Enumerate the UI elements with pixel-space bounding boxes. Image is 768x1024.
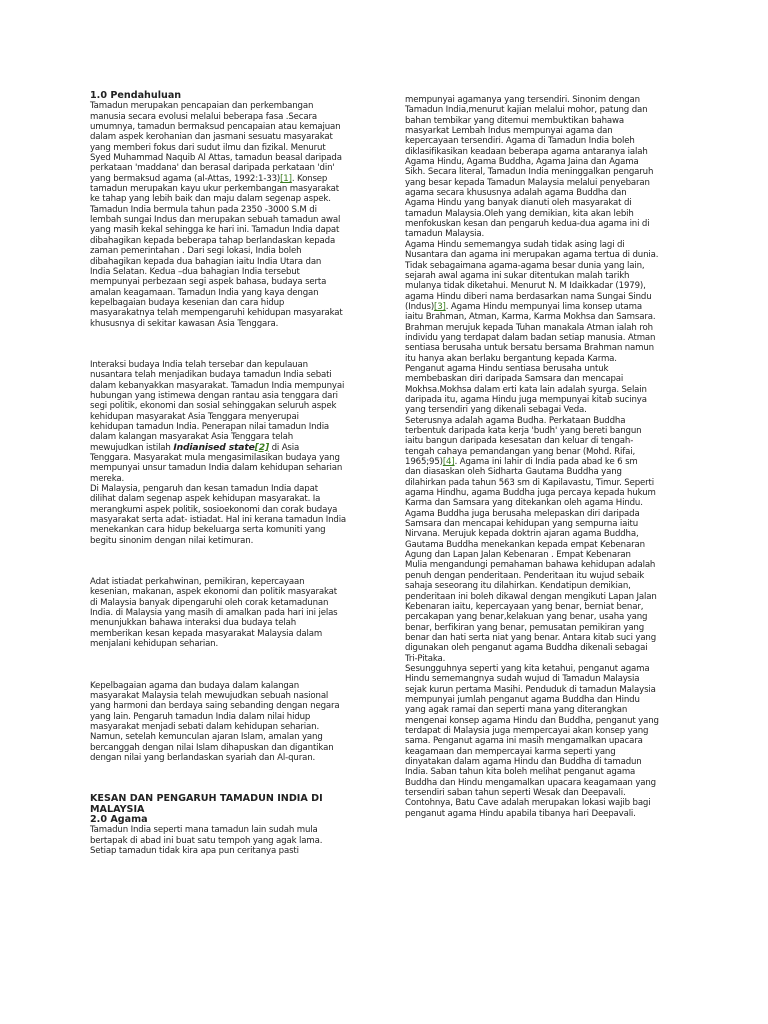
text-line: amalan keagamaan. Tamadun India yang kaya dengan [90,287,319,298]
text-line: yang masih kekal sehingga ke hari ini. Tamadun India dapat [90,225,340,236]
text-segment: yang bermaksud agama (al-Attas, 1992:1-33) [90,173,281,184]
text-line: Syed Muhammad Naquib Al Attas, tamadun beasal daripada [90,153,342,164]
text-line: kepelbagaian budaya kesenian dan cara hidup [90,297,285,308]
text-line: Penganut agama Hindu sentiasa berusaha untuk [405,363,609,374]
text-line: di Malaysia banyak dipengaruhi oleh corak ketamadunan [90,597,329,608]
text-line: kehidupan masyarakat Asia Tenggara menyerupai [90,411,299,422]
text-line: zaman pemerintahan . Dari segi lokasi, India boleh [90,246,302,257]
text-line: mengenai konsep agama Hindu dan Buddha, penganut yang [405,715,659,726]
text-line: Agama Hindu sememangya sudah tidak asing lagi di [405,239,625,250]
paragraph-gap [90,650,375,681]
text-line: umumnya, tamadun bermaksud pencapaian atau kemajuan [90,122,341,133]
text-line: terdapat di Malaysia juga mempercayai akan konsep yang [405,725,649,736]
text-segment: mewujudkan istilah [90,442,174,453]
text-line [90,443,375,453]
footnote-link-2[interactable]: [2] [254,441,269,453]
text-line: Karma dan Samsara yang ditekankan oleh agama Hindu. [405,498,643,509]
text-line: Nirvana. Merujuk kepada doktrin ajaran agama Buddha, [405,529,639,540]
text-line: Agama Buddha juga berusaha melepaskan diri daripada [405,508,640,519]
text-line: itu hanya akan berlaku bergantung kepada Karma. [405,353,617,364]
paragraph-gap [90,546,375,577]
text-line: Interaksi budaya India telah tersebar dan kepulauan [90,359,308,370]
text-line: individu yang terdapat dalam badan setiap manusia. Atman [405,332,656,343]
text-line: Samsara dan mencapai kehidupan yang sempurna iaitu [405,519,639,530]
text-segment: . Konsep [291,173,328,184]
paragraph-adat [90,577,375,649]
text-line: masyarakatnya telah mempengaruhi kehidupan masyarakat [90,308,343,319]
text-line: Setiap tamadun tidak kira apa pun ceritanya pasti [90,845,299,856]
text-line: memberikan kesan kepada masyarakat Malaysia dalam [90,628,323,639]
text-line: yang memberi fokus dari sudut ilmu dan fizikal. Menurut [90,142,326,153]
text-line: terbentuk daripada kata kerja 'budh' yang bereti bangun [405,426,642,436]
text-line: percakapan yang benar,kelakuan yang benar, usaha yang [405,612,648,623]
text-line: dengan nilai yang berlandaskan syariah dan Al-quran. [90,752,316,763]
text-line: tamadun merupakan kayu ukur perkembangan masyarakat [90,184,339,195]
text-line: bercanggah dengan nilai Islam dihapuskan dan digantikan [90,742,334,753]
paragraph-agama-intro [90,825,375,856]
text-line: mulanya tidak diketahui. Menurut N. M Idaikkadar (1979), [405,281,646,292]
text-line: keagamaan dan mempercayai karma seperti yang [405,746,616,757]
text-line: merangkumi aspek politik, sosioekonomi dan corak budaya [90,504,338,515]
text-line: sejak kurun pertama Masihi. Penduduk di tamadun Malaysia [405,684,656,695]
text-line: agama Hindhu, agama Buddha juga percaya kepada hukum [405,488,656,499]
paragraph-intro [90,101,375,329]
left-column [90,91,375,856]
text-line: bertapak di abad ini buat satu tempoh yang agak lama. [90,835,323,846]
heading-kesan-line2: MALAYSIA [90,803,145,815]
text-line: menjalani kehidupan seharian. [90,639,219,650]
text-line: mempunyai agamanya yang tersendiri. Sinonim dengan [405,95,640,105]
text-line: sama. Penganut agama ini masih mengamalkan upacara [405,736,643,747]
heading-agama: 2.0 Agama [90,813,148,825]
paragraph-kepelbagaian [90,681,375,764]
text-line: Tamadun India seperti mana tamadun lain sudah mula [90,825,318,836]
text-line: dilihat dalam segenap aspek kehidupan masyarakat. Ia [90,494,321,505]
text-line: dibahagikan kepada beberapa tahap berlandaskan kepada [90,235,336,246]
text-line [405,302,700,312]
heading-pendahuluan: 1.0 Pendahuluan [90,90,182,101]
paragraph-gap [90,763,375,794]
text-line: Tamadun merupakan pencapaian dan perkembangan [90,101,314,112]
heading-kesan: KESAN DAN PENGARUH TAMADUN INDIA DI [90,793,323,805]
text-line: dilahirkan pada tahun 563 sm di Kapilavastu, Timur. Seperti [405,477,654,488]
text-segment: . Agama Hindu mempunyai lima konsep utama [445,301,643,312]
text-line: mempunyai unsur tamadun India dalam kehidupan seharian [90,463,343,474]
text-line: khususnya di sekitar kawasan Asia Tenggara. [90,318,279,329]
text-line: Tenggara. Masyarakat mula mengasimilasikan budaya yang [90,453,340,463]
text-line: yang besar kepada Tamadun Malaysia melalui penyebaran [405,177,650,188]
text-line: dan diasaskan oleh Sidharta Gautama Buddha yang [405,467,622,478]
text-line: Brahman merujuk kepada Tuhan manakala Atman ialah roh [405,322,653,333]
text-line: penderitaan ini boleh dikawal dengan mengikuti Lapan Jalan [405,591,657,602]
text-line: Mulia mengandungi pemahaman bahawa kehidupan adalah [405,560,656,571]
text-line: tersendiri saban tahun seperti Wesak dan Deepavali. [405,788,626,799]
text-segment: 1965;95) [405,457,443,468]
text-line: dalam kalangan masyarakat Asia Tenggara telah [90,432,294,443]
text-line: perkataan 'maddana' dan berasal daripada perkataan 'din' [90,163,335,174]
text-line: iaitu bangun daripada kesesatan dan keluar di tengah- [405,436,634,447]
text-line: India. Saban tahun kita boleh melihat penganut agama [405,767,636,778]
text-line: nusantara telah menjadikan budaya tamadun India sebati [90,370,332,381]
text-line: agama secara khususnya adalah agama Buddha dan [405,188,627,199]
text-line: menfokuskan kesan dan pengaruh kedua-dua agama ini di [405,219,650,230]
text-segment: . Agama ini lahir di India pada abad ke 6 sm [454,457,638,468]
text-line: Agama Hindu, Agama Buddha, Agama Jaina dan Agama [405,157,639,168]
text-line: Namun, setelah kemunculan ajaran Islam, amalan yang [90,732,323,743]
text-line: ke tahap yang lebih baik dan maju dalam segenap aspek. [90,194,331,205]
text-line: Tri-Pitaka. [405,653,446,664]
text-line: Contohnya, Batu Cave adalah merupakan lokasi wajib bagi [405,798,651,809]
text-line: tamadun Malaysia.Oleh yang demikian, kita akan lebih [405,208,634,219]
text-line: sentiasa berusaha untuk bersatu bersama Brahman namun [405,343,654,354]
text-line: yang agak ramai dan seperti mana yang diterangkan [405,705,628,716]
text-segment: (Indus) [405,301,435,312]
text-line: Hindu sememangnya sudah wujud di Tamadun Malaysia [405,674,640,685]
text-line: Di Malaysia, pengaruh dan kesan tamadun India dapat [90,484,318,495]
text-line: India. di Malaysia yang masih di amalkan pada hari ini jelas [90,608,338,619]
text-line: Gautama Buddha menekankan kepada empat Kebenaran [405,539,645,550]
text-line: daripada itu, agama Hindu juga mempunyai kitab sucinya [405,394,647,405]
text-line: mempunyai perbezaan segi aspek bahasa, budaya serta [90,277,327,288]
text-line: kepercayaan tersendiri. Agama di Tamadun India boleh [405,136,635,147]
text-line: agama Hindu diberi nama berdasarkan nama Sungai Sindu [405,291,652,302]
text-line: sahaja seseorang itu dilahirkan. Kendatipun demikian, [405,581,631,592]
text-line: mempunyai jumlah penganut agama Buddha dan Hindu [405,694,640,705]
text-line: masyarakat menjadi sebati dalam kehidupan seharian. [90,721,320,732]
text-line: manusia secara evolusi melalui beberapa fasa .Secara [90,111,317,122]
text-line: Mokhsa.Mokhsa dalam erti kata lain adalah syurga. Selain [405,384,647,395]
text-line: India Selatan. Kedua –dua bahagian India tersebut [90,266,300,277]
text-line: digunakan oleh penganut agama Buddha dikenali sebagai [405,643,648,654]
text-line: Seterusnya adalah agama Budha. Perkataan Buddha [405,415,626,426]
text-segment: di Asia [269,442,300,453]
text-line: begitu sinonim dengan nilai ketimuran. [90,535,254,546]
text-line: menekankan cara hidup bekeluarga serta komuniti yang [90,525,326,536]
footnote-link-1[interactable]: [1] [280,173,292,184]
text-line: Kepelbagaian agama dan budaya dalam kalangan [90,680,300,691]
text-line: hubungan yang istimewa dengan rantau asia tenggara dari [90,390,338,401]
text-line: bahan tembikar yang ditemui membuktikan bahawa [405,115,625,126]
text-line: masyarakat serta adat- istiadat. Hal ini kerana tamadun India [90,515,347,526]
text-line: masyarkat Lembah Indus mempunyai agama dan [405,126,613,137]
text-line: tamadun Malaysia. [405,229,485,240]
text-line: Adat istiadat perkahwinan, pemikiran, kepercayaan [90,577,305,588]
text-line: Sesungguhnya seperti yang kita ketahui, penganut agama [405,663,650,674]
footnote-link-4[interactable]: [4] [442,457,455,468]
text-line: sejarah awal agama ini sukar ditentukan malah tarikh [405,270,630,281]
text-line: Nusantara dan agama ini merupakan agama tertua di dunia. [405,250,659,261]
text-line: dinyatakan dalam agama Hindu dan Buddha di tamadun [405,757,642,767]
text-line: Agung dan Lapan Jalan Kebenaran . Empat Kebenaran [405,550,631,561]
text-line [90,174,375,184]
text-line: membebaskan diri daripada Samsara dan mencapai [405,374,624,385]
text-line: penganut agama Hindu apabila tibanya hari Deepavali. [405,808,636,819]
paragraph-gap [90,329,375,360]
paragraph-agama-continued [405,95,700,819]
term-indianised-state: Indianised state [173,441,255,453]
text-line: kehidupan tamadun India. Penerapan nilai tamadun India [90,421,330,432]
text-line: kesenian, makanan, aspek ekonomi dan politik masyarakat [90,587,338,598]
text-line [405,457,700,467]
text-line: Buddha dan Hindu mengamalkan upacara keagamaan yang [405,777,656,788]
text-line: Kebenaran iaitu, kepercayaan yang benar, berniat benar, [405,601,644,612]
text-line: iaitu Brahman, Atman, Karma, Karma Mokhsa dan Samsara. [405,312,656,323]
text-line: benar, berfikiran yang benar, pemusatan pemikiran yang [405,622,645,633]
text-line: penuh dengan penderitaan. Penderitaan itu wujud sebaik [405,570,645,581]
text-line: lembah sungai Indus dan merupakan sebuah tamadun awal [90,215,341,226]
text-line: masyarakat Malaysia telah mewujudkan sebuah nasional [90,690,329,701]
text-line: yang harmoni dan berdaya saing sebanding dengan negara [90,701,340,712]
text-line: dibahagikan kepada dua bahagian iaitu India Utara dan [90,256,322,267]
text-line: Tamadun India bermula tahun pada 2350 -3000 S.M di [90,204,317,215]
text-line: segi politik, ekonomi dan sosial sehinggakan seluruh aspek [90,401,337,412]
text-line: yang lain. Pengaruh tamadun India dalam nilai hidup [90,711,311,722]
right-column [405,95,700,819]
text-line: Agama Hindu yang banyak dianuti oleh masyarakat di [405,198,632,209]
text-line: yang tersendiri yang dikenali sebagai Veda. [405,405,587,416]
text-line: Tidak sebagaimana agama-agama besar dunia yang lain, [405,260,645,271]
text-line: diklasifikasikan keadaan beberapa agama antaranya ialah [405,146,648,157]
footnote-link-3[interactable]: [3] [434,301,446,312]
paragraph-interaksi [90,360,375,546]
text-line: mereka. [90,473,125,484]
text-line: Sikh. Secara literal, Tamadun India meninggalkan pengaruh [405,167,654,178]
text-line: Tamadun India,menurut kajian melalui mohor, patung dan [405,105,648,116]
text-line: dalam aspek kerohanian dan jasmani sesuatu masyarakat [90,132,333,143]
text-line: benar dan hati serta niat yang benar. Antara kitab suci yang [405,632,657,643]
text-line: tengah cahaya pemandangan yang benar (Mohd. Rifai, [405,446,636,457]
text-line: dalam kebanyakkan masyarakat. Tamadun India mempunyai [90,380,345,391]
text-line: menunjukkan bahawa interaksi dua budaya telah [90,618,297,629]
